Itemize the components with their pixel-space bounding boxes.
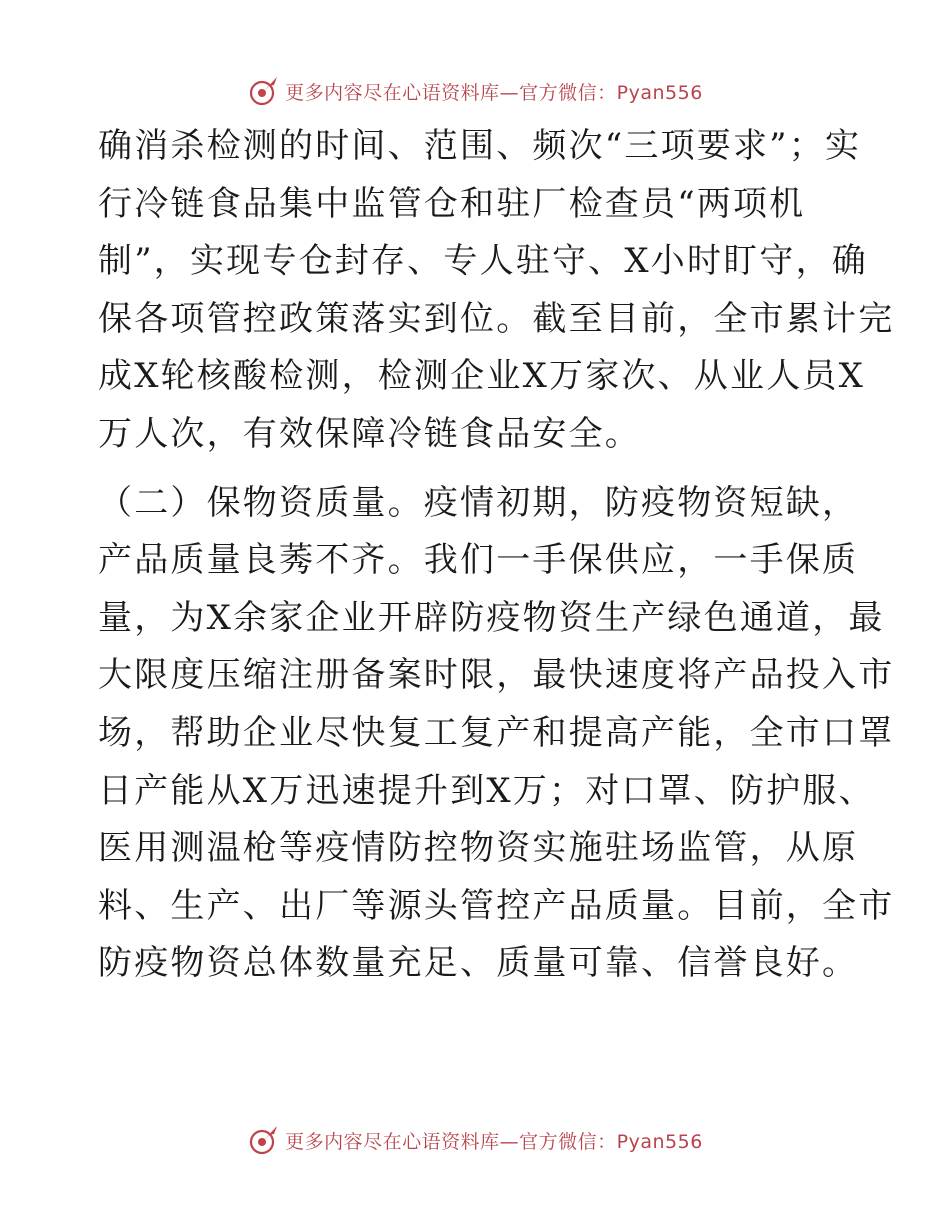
text-line: 场，帮助企业尽快复工复产和提高产能，全市口罩 [98, 712, 895, 753]
text-line: （二）保物资质量。疫情初期，防疫物资短缺， [98, 482, 859, 523]
paragraph-cold-chain [98, 118, 895, 464]
watermark-text: 更多内容尽在心语资料库—官方微信：Pyan556 [285, 81, 703, 104]
text-line: 行冷链食品集中监管仓和驻厂检查员“两项机 [98, 183, 806, 224]
text-line: 制”，实现专仓封存、专人驻守、X小时盯守，确 [98, 241, 868, 282]
text-line: 料、生产、出厂等源头管控产品质量。目前，全市 [98, 885, 895, 926]
footer-watermark [0, 1120, 950, 1160]
header-watermark [0, 71, 950, 111]
quill-logo-icon [247, 1123, 281, 1157]
text-line: 日产能从X万迅速提升到X万；对口罩、防护服、 [98, 770, 875, 811]
quill-logo-icon [247, 74, 281, 108]
text-line: 产品质量良莠不齐。我们一手保供应，一手保质 [98, 540, 859, 581]
watermark-text: 更多内容尽在心语资料库—官方微信：Pyan556 [285, 1130, 703, 1153]
text-line: 医用测温枪等疫情防控物资实施驻场监管，从原 [98, 828, 859, 869]
text-line: 成X轮核酸检测，检测企业X万家次、从业人员X [98, 356, 866, 397]
paragraph-material-quality [98, 475, 895, 993]
text-line: 保各项管控政策落实到位。截至目前，全市累计完 [98, 298, 895, 339]
text-line: 防疫物资总体数量充足、质量可靠、信誉良好。 [98, 943, 859, 984]
document-body [98, 118, 895, 993]
text-line: 万人次，有效保障冷链食品安全。 [98, 413, 641, 454]
text-line: 大限度压缩注册备案时限，最快速度将产品投入市 [98, 655, 895, 696]
text-line: 确消杀检测的时间、范围、频次“三项要求”；实 [98, 126, 862, 166]
text-line: 量，为X余家企业开辟防疫物资生产绿色通道，最 [98, 597, 885, 638]
